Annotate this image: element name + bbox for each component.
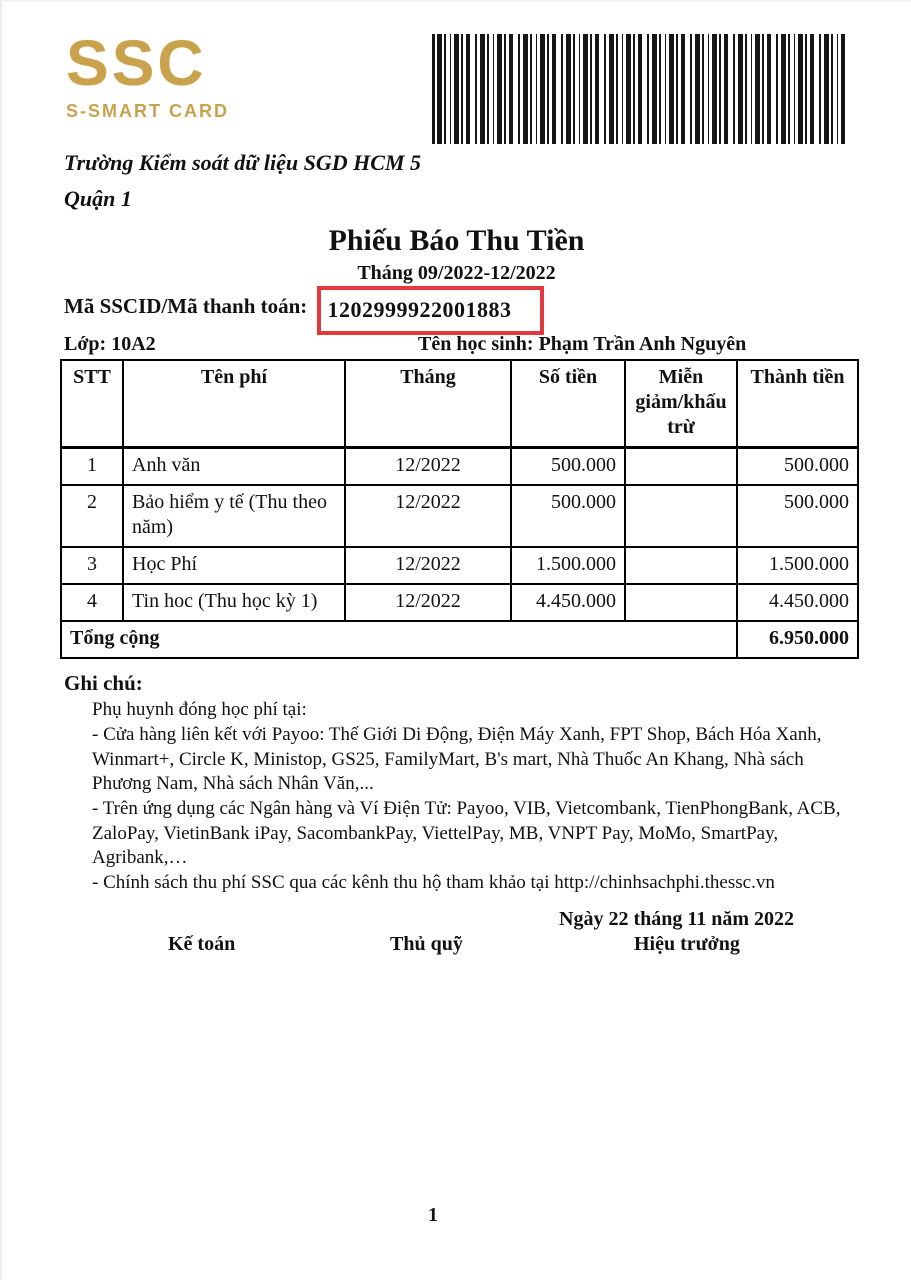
school-name: Trường Kiểm soát dữ liệu SGD HCM 5 [64, 150, 422, 175]
barcode-icon [432, 34, 845, 144]
ssc-logo [66, 27, 246, 122]
fee-cell: 4.450.000 [737, 584, 858, 621]
payment-code-highlight-box [317, 286, 544, 335]
fee-table [60, 359, 859, 659]
ssc-logo-text: SSC [66, 27, 207, 99]
fee-cell: 500.000 [511, 485, 625, 547]
fee-cell: Anh văn [123, 448, 345, 486]
fee-cell: 4.450.000 [511, 584, 625, 621]
total-value: 6.950.000 [737, 621, 858, 658]
fee-cell: 4 [61, 584, 123, 621]
fee-cell: Học Phí [123, 547, 345, 584]
col-header-fee-name: Tên phí [123, 360, 345, 448]
fee-cell: Bảo hiểm y tế (Thu theo năm) [123, 485, 345, 547]
note-line: - Chính sách thu phí SSC qua các kênh thu hộ tham khảo tại http://chinhsachphi.thessc.vn [92, 872, 775, 894]
fee-cell [625, 547, 737, 584]
fee-table-header-row [61, 360, 858, 448]
table-row [61, 485, 858, 547]
notes-body [92, 698, 860, 896]
accountant-label: Kế toán [168, 932, 236, 955]
payment-code-line [64, 289, 911, 325]
fee-cell: 1.500.000 [737, 547, 858, 584]
billing-period: Tháng 09/2022-12/2022 [357, 262, 556, 285]
col-header-amount: Số tiền [511, 360, 625, 448]
fee-cell: 500.000 [511, 448, 625, 486]
fee-cell [625, 448, 737, 486]
fee-cell: 3 [61, 547, 123, 584]
notes-heading: Ghi chú: [64, 671, 143, 696]
signature-date: Ngày 22 tháng 11 năm 2022 [559, 907, 795, 930]
note-line: Phụ huynh đóng học phí tại: [92, 699, 307, 721]
signature-block [2, 906, 911, 978]
fee-cell: 500.000 [737, 448, 858, 486]
note-line: - Trên ứng dụng các Ngân hàng và Ví Điện Tử: Payoo, VIB, Vietcombank, TienPhongBank, ACB, ZaloPay, VietinBank iPay, SacombankPay, ViettelPay, MB, VNPT Pay, MoMo, SmartPay, Agribank,… [92, 798, 841, 868]
treasurer-label: Thủ quỹ [390, 932, 463, 955]
fee-table-body [61, 448, 858, 622]
payment-code-value: 1202999922001883 [327, 297, 512, 323]
principal-label: Hiệu trưởng [634, 932, 740, 955]
col-header-total: Thành tiền [737, 360, 858, 448]
fee-cell: 12/2022 [345, 485, 511, 547]
fee-cell: 1 [61, 448, 123, 486]
col-header-month: Tháng [345, 360, 511, 448]
document-title: Phiếu Báo Thu Tiền [328, 224, 585, 258]
fee-cell [625, 584, 737, 621]
table-row [61, 448, 858, 486]
student-name-label: Tên học sinh: Phạm Trần Anh Nguyên [418, 333, 747, 356]
header [2, 2, 911, 144]
school-district: Quận 1 [64, 186, 132, 212]
col-header-discount: Miễn giảm/khấu trừ [625, 360, 737, 448]
payment-code-label: Mã SSCID/Mã thanh toán: [64, 294, 308, 319]
note-line: - Cửa hàng liên kết với Payoo: Thế Giới Di Động, Điện Máy Xanh, FPT Shop, Bách Hóa Xanh, Winmart+, Circle K, Ministop, GS25, FamilyMart, B's mart, Nhà Thuốc An Khang, Nhà sách Phương Nam, Nhà sách Nhân Văn,... [92, 724, 822, 795]
total-row [61, 621, 858, 658]
fee-cell: 12/2022 [345, 448, 511, 486]
fee-cell: Tin hoc (Thu học kỳ 1) [123, 584, 345, 621]
table-row [61, 584, 858, 621]
page-number: 1 [428, 1204, 438, 1226]
fee-cell: 1.500.000 [511, 547, 625, 584]
total-label: Tổng cộng [61, 621, 737, 658]
fee-cell: 2 [61, 485, 123, 547]
col-header-stt: STT [61, 360, 123, 448]
fee-cell: 12/2022 [345, 584, 511, 621]
fee-cell: 500.000 [737, 485, 858, 547]
fee-cell [625, 485, 737, 547]
class-label: Lớp: 10A2 [64, 333, 156, 356]
fee-cell: 12/2022 [345, 547, 511, 584]
student-info-line [64, 333, 857, 356]
table-row [61, 547, 858, 584]
ssc-logo-subtext: S-SMART CARD [66, 100, 229, 121]
